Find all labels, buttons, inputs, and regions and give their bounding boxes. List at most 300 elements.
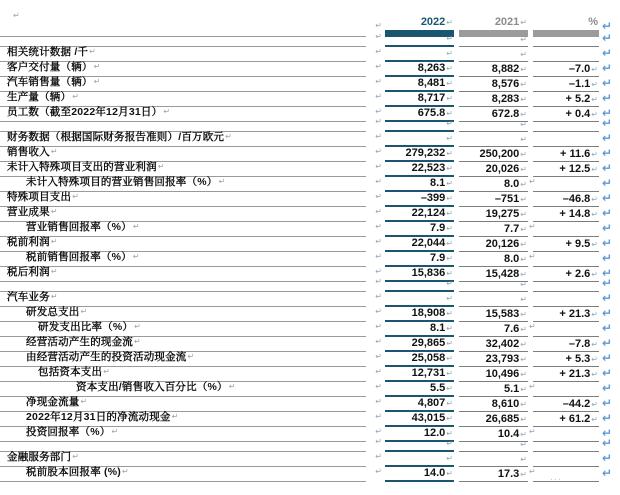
value-2022 <box>385 77 454 92</box>
value-2022-value: 25,058 <box>411 352 446 364</box>
row-label-text: 未计入特殊项目的营业销售回报率（%） <box>26 176 218 188</box>
paragraph-mark-icon: ↵ <box>446 49 453 58</box>
value-2022-text <box>385 77 454 90</box>
paragraph-mark-icon: ↵ <box>602 396 613 410</box>
row-label-text: 汽车业务 <box>7 291 50 303</box>
value-2021 <box>459 353 528 367</box>
value-2022-text <box>385 147 454 160</box>
column-gutter <box>528 172 536 192</box>
value-2021 <box>459 37 528 47</box>
paragraph-mark-icon: ↵ <box>446 209 453 218</box>
value-percent-text <box>533 338 599 351</box>
paragraph-mark-icon: ↵ <box>520 455 527 464</box>
year-2022-label: 2022 ↵ <box>420 16 453 28</box>
row-label-text: 税前股本回报率 (%) <box>26 466 121 478</box>
paragraph-mark-icon: ↵ <box>13 11 20 20</box>
value-percent <box>533 440 599 442</box>
value-2021-value: –751 <box>494 193 520 205</box>
paragraph-mark-icon: ↵ <box>157 162 165 171</box>
paragraph-mark-icon: ↵ <box>602 291 613 305</box>
value-2022 <box>385 441 454 452</box>
paragraph-mark-icon: ↵ <box>591 370 598 379</box>
value-2022-text <box>385 92 454 105</box>
paragraph-mark-icon: ↵ <box>187 352 195 361</box>
row-label-text: 由经营活动产生的投资活动现金流 <box>26 351 187 363</box>
paragraph-mark-icon: ↵ <box>132 252 140 261</box>
value-2021-text <box>459 163 528 176</box>
value-percent-text <box>533 235 599 236</box>
paragraph-mark-icon: ↵ <box>375 267 382 276</box>
value-2021-text <box>459 208 528 221</box>
year-2021-label: 2021 ↵ <box>494 16 527 28</box>
paragraph-mark-icon: ↵ <box>375 32 382 41</box>
value-2021-text <box>459 428 528 441</box>
value-2022 <box>385 281 454 292</box>
row-label-text: 投资回报率（%） <box>26 426 111 438</box>
percent-bar <box>533 30 599 37</box>
paragraph-mark-icon: ↵ <box>602 436 613 450</box>
paragraph-mark-icon: ↵ <box>529 222 536 231</box>
paragraph-mark-icon: ↵ <box>375 207 382 216</box>
value-percent <box>533 290 599 292</box>
paragraph-mark-icon: ↵ <box>602 411 613 425</box>
value-2021 <box>459 323 528 337</box>
value-percent-text <box>533 395 599 396</box>
paragraph-mark-icon: ↵ <box>375 222 382 231</box>
value-2022-text <box>385 162 454 175</box>
paragraph-mark-icon: ↵ <box>375 47 382 56</box>
value-2022-value: 8,263 <box>417 62 446 74</box>
paragraph-mark-icon: ↵ <box>602 176 613 190</box>
paragraph-mark-icon: ↵ <box>446 324 453 333</box>
row-label-text: 资本支出/销售收入百分比（%） <box>76 381 228 393</box>
value-percent-value: + 61.2 <box>559 413 591 425</box>
value-percent-value: + 21.3 <box>559 368 591 380</box>
paragraph-mark-icon: ↵ <box>520 120 527 129</box>
value-2022-value: 675.8 <box>417 107 446 119</box>
column-gutter <box>528 317 536 337</box>
value-2022-value: –399 <box>420 192 446 204</box>
paragraph-mark-icon: ↵ <box>602 76 613 90</box>
paragraph-mark-icon: ↵ <box>50 147 58 156</box>
value-percent-text <box>533 163 599 176</box>
value-percent <box>533 353 599 367</box>
value-percent <box>533 265 599 267</box>
value-percent-text <box>533 108 599 121</box>
row-label <box>0 464 366 482</box>
paragraph-mark-icon: ↵ <box>446 119 453 128</box>
value-percent <box>533 335 599 337</box>
paragraph-mark-icon: ↵ <box>529 467 536 476</box>
column-gutter <box>528 217 536 237</box>
paragraph-mark-icon: ↵ <box>602 381 613 395</box>
paragraph-mark-icon: ↵ <box>446 134 453 143</box>
paragraph-mark-icon: ↵ <box>520 400 527 409</box>
value-percent-value: + 21.3 <box>559 308 591 320</box>
value-percent-value: + 9.5 <box>565 238 591 250</box>
row-label-text: 未计入特殊项目支出的营业利润 <box>7 161 157 173</box>
value-2022 <box>385 412 454 427</box>
paragraph-mark-icon: ↵ <box>446 269 453 278</box>
value-2022-value: 22,124 <box>411 207 446 219</box>
row-label-text: 税前销售回报率（%） <box>26 251 132 263</box>
paragraph-mark-icon: ↵ <box>132 222 140 231</box>
paragraph-mark-icon: ↵ <box>591 270 598 279</box>
paragraph-mark-icon: ↵ <box>520 50 527 59</box>
value-percent <box>533 305 599 307</box>
paragraph-mark-icon: ↵ <box>72 452 80 461</box>
value-2022 <box>385 337 454 352</box>
value-2022 <box>385 352 454 367</box>
value-2021-text <box>459 323 528 336</box>
value-2021-text <box>459 282 528 291</box>
value-2022-text <box>385 296 454 305</box>
paragraph-mark-icon: ↵ <box>529 382 536 391</box>
value-2022 <box>385 62 454 77</box>
paragraph-mark-icon: ↵ <box>520 225 527 234</box>
value-2022 <box>385 222 454 237</box>
column-gutter <box>366 462 385 482</box>
table-body <box>0 31 620 482</box>
paragraph-mark-icon: ↵ <box>602 366 613 380</box>
value-2021-value: 10,496 <box>485 368 520 380</box>
paragraph-mark-icon: ↵ <box>602 116 613 130</box>
row-label-text: 金融服务部门 <box>7 451 72 463</box>
paragraph-mark-icon: ↵ <box>602 146 613 160</box>
value-2021-text <box>459 148 528 161</box>
value-2021 <box>459 178 528 192</box>
value-2021-text <box>459 338 528 351</box>
row-label-text: 营业销售回报率（%） <box>26 221 132 233</box>
paragraph-mark-icon: ↵ <box>446 384 453 393</box>
value-2021 <box>459 428 528 442</box>
value-2022-text <box>385 456 454 465</box>
value-2022 <box>385 207 454 222</box>
paragraph-mark-icon: ↵ <box>446 454 453 463</box>
paragraph-mark-icon: ↵ <box>591 195 598 204</box>
row-label-text: 税前利润 <box>7 236 50 248</box>
value-percent-text <box>533 238 599 251</box>
paragraph-mark-icon: ↵ <box>89 47 97 56</box>
paragraph-mark-icon: ↵ <box>602 191 613 205</box>
column-gutter <box>528 377 536 397</box>
value-2021 <box>459 108 528 122</box>
paragraph-mark-icon: ↵ <box>375 382 382 391</box>
value-2022-value: 5.5 <box>430 382 446 394</box>
value-percent <box>533 60 599 62</box>
paragraph-mark-icon: ↵ <box>602 251 613 265</box>
value-percent <box>533 45 599 47</box>
row-label-text: 研发支出比率（%） <box>38 321 134 333</box>
value-2021 <box>459 268 528 282</box>
value-percent-text <box>533 368 599 381</box>
paragraph-mark-icon: ↵ <box>446 399 453 408</box>
paragraph-mark-icon: ↵ <box>72 92 80 101</box>
value-percent-text <box>533 265 599 266</box>
table-row <box>0 467 620 482</box>
value-2022-value: 22,523 <box>411 162 446 174</box>
paragraph-mark-icon: ↵ <box>520 35 527 44</box>
paragraph-mark-icon: ↵ <box>520 65 527 74</box>
value-percent-value: + 11.6 <box>560 148 591 160</box>
value-2021 <box>459 78 528 92</box>
value-percent-value: –44.2 <box>562 398 591 410</box>
paragraph-mark-icon: ↵ <box>375 437 382 446</box>
value-2022 <box>385 252 454 267</box>
value-2022-text <box>385 121 454 130</box>
paragraph-mark-icon: ↵ <box>228 382 236 391</box>
paragraph-mark-icon: ↵ <box>602 321 613 335</box>
row-label-text: 汽车销售量（辆） <box>7 76 93 88</box>
value-2022-text <box>385 397 454 410</box>
value-2021-text <box>459 383 528 396</box>
value-percent-value: + 2.6 <box>565 268 591 280</box>
value-percent-value: –7.8 <box>568 338 591 350</box>
value-2021 <box>459 63 528 77</box>
value-2021 <box>459 148 528 162</box>
header-col-percent <box>533 16 599 37</box>
value-2021-value: 15,583 <box>485 308 520 320</box>
value-2021-text <box>459 368 528 381</box>
value-percent-value: + 14.8 <box>559 208 591 220</box>
paragraph-mark-icon: ↵ <box>602 451 613 465</box>
value-percent-value: –1.1 <box>568 78 591 90</box>
paragraph-mark-icon: ↵ <box>375 107 382 116</box>
paragraph-mark-icon: ↵ <box>446 309 453 318</box>
paragraph-mark-icon: ↵ <box>446 414 453 423</box>
value-2021-value: 32,402 <box>485 338 520 350</box>
value-2021-value: 5.1 <box>504 383 520 395</box>
value-2022-text <box>385 252 454 265</box>
value-2021 <box>459 383 528 397</box>
value-2021 <box>459 282 528 292</box>
value-2022-value: 7.9 <box>430 252 446 264</box>
row-label <box>0 264 366 282</box>
row-label-text: 包括资本支出 <box>38 366 103 378</box>
value-percent <box>533 238 599 252</box>
paragraph-mark-icon: ↵ <box>520 470 527 479</box>
row-label-text: 客户交付量（辆） <box>7 61 93 73</box>
row-label-text: 研发总支出 <box>26 306 80 318</box>
value-percent <box>533 130 599 132</box>
paragraph-mark-icon: ↵ <box>602 236 613 250</box>
value-2022-text <box>385 367 454 380</box>
value-2022 <box>385 36 454 47</box>
value-2021-text <box>459 78 528 91</box>
paragraph-mark-icon: ↵ <box>446 354 453 363</box>
paragraph-mark-icon: ↵ <box>163 107 171 116</box>
paragraph-mark-icon: ↵ <box>602 161 613 175</box>
value-2021-text <box>459 223 528 236</box>
paragraph-mark-icon: ↵ <box>446 194 453 203</box>
value-2021-text <box>459 308 528 321</box>
table-row <box>0 267 620 282</box>
column-gutter <box>528 247 536 267</box>
paragraph-mark-icon: ↵ <box>529 427 536 436</box>
value-2022 <box>385 121 454 132</box>
value-percent <box>533 308 599 322</box>
column-gutter <box>528 422 536 442</box>
value-2021-text <box>459 137 528 146</box>
paragraph-mark-icon: ↵ <box>218 177 226 186</box>
value-percent-value: + 12.5 <box>559 163 591 175</box>
value-2021-value: 7.7 <box>504 223 520 235</box>
value-2022 <box>385 456 454 467</box>
value-2022-value: 8,481 <box>417 77 446 89</box>
value-percent-text <box>533 130 599 131</box>
paragraph-mark-icon: ↵ <box>520 95 527 104</box>
value-2021 <box>459 238 528 252</box>
paragraph-mark-icon: ↵ <box>529 252 536 261</box>
value-2021 <box>459 297 528 307</box>
value-2022-text <box>385 192 454 205</box>
value-2022 <box>385 192 454 207</box>
row-label-text: 特殊项目支出 <box>7 191 72 203</box>
row-label-text: 生产量（辆） <box>7 91 72 103</box>
value-2022-text <box>385 107 454 120</box>
watermark-dots: ... <box>549 471 562 483</box>
paragraph-mark-icon: ↵ <box>602 351 613 365</box>
value-2021 <box>459 137 528 147</box>
value-2022-value: 22,044 <box>411 237 446 249</box>
paragraph-mark-icon: ↵ <box>520 415 527 424</box>
value-2021 <box>459 52 528 62</box>
value-2022-value: 7.9 <box>430 222 446 234</box>
paragraph-mark-icon: ↵ <box>375 307 382 316</box>
row-label-text: 营业成果 <box>7 206 50 218</box>
paragraph-mark-icon: ↵ <box>446 279 453 288</box>
value-2022-text <box>385 337 454 350</box>
paragraph-mark-icon: ↵ <box>446 18 453 27</box>
paragraph-mark-icon: ↵ <box>602 91 613 105</box>
paragraph-mark-icon: ↵ <box>591 110 598 119</box>
value-percent <box>533 78 599 92</box>
row-label-text: 财务数据（根据国际财务报告准则）/百万欧元 <box>7 131 225 143</box>
paragraph-mark-icon: ↵ <box>520 18 527 27</box>
value-2022-value: 18,908 <box>411 307 446 319</box>
value-2021-value: 15,428 <box>485 268 520 280</box>
value-2021 <box>459 398 528 412</box>
row-label-text: 员工数（截至2022年12月31日） <box>7 106 163 118</box>
value-percent <box>533 193 599 207</box>
value-2022-value: 4,807 <box>417 397 446 409</box>
paragraph-mark-icon: ↵ <box>225 132 233 141</box>
value-percent-text <box>533 440 599 441</box>
value-percent-text <box>533 60 599 61</box>
value-2022-text <box>385 427 454 440</box>
paragraph-mark-icon: ↵ <box>134 337 141 346</box>
paragraph-mark-icon: ↵ <box>602 336 613 350</box>
value-2021 <box>459 193 528 207</box>
paragraph-mark-icon: ↵ <box>591 80 598 89</box>
value-percent-value: –46.8 <box>562 193 591 205</box>
value-percent-text <box>533 190 599 191</box>
value-2022 <box>385 427 454 442</box>
value-2022-value: 8.1 <box>430 322 446 334</box>
paragraph-mark-icon: ↵ <box>93 77 101 86</box>
value-2022-text <box>385 352 454 365</box>
value-2022 <box>385 237 454 252</box>
value-2021-value: 8,610 <box>491 398 520 410</box>
paragraph-mark-icon: ↵ <box>520 385 527 394</box>
value-2021-text <box>459 268 528 281</box>
value-2022 <box>385 367 454 382</box>
paragraph-mark-icon: ↵ <box>375 92 382 101</box>
value-2021-text <box>459 93 528 106</box>
paragraph-mark-icon: ↵ <box>520 270 527 279</box>
paragraph-mark-icon: ↵ <box>520 80 527 89</box>
value-percent <box>533 93 599 107</box>
paragraph-mark-icon: ↵ <box>375 162 382 171</box>
value-2022 <box>385 147 454 162</box>
value-percent-value: + 0.4 <box>565 108 591 120</box>
paragraph-mark-icon: ↵ <box>446 294 453 303</box>
value-2021-value: 8,576 <box>491 78 520 90</box>
paragraph-mark-icon: ↵ <box>375 292 382 301</box>
row-label-text: 2022年12月31日的净流动现金 <box>26 411 171 423</box>
paragraph-mark-icon: ↵ <box>520 210 527 219</box>
paragraph-mark-icon: ↵ <box>520 280 527 289</box>
value-percent <box>533 398 599 412</box>
value-percent <box>533 368 599 382</box>
paragraph-mark-icon: ↵ <box>520 325 527 334</box>
row-label-text: 净现金流量 <box>26 396 80 408</box>
table-header-row <box>0 0 620 37</box>
value-percent-text <box>533 398 599 411</box>
paragraph-mark-icon: ↵ <box>520 295 527 304</box>
value-2022-value: 29,865 <box>411 337 446 349</box>
paragraph-mark-icon: ↵ <box>446 369 453 378</box>
paragraph-mark-icon: ↵ <box>375 21 382 30</box>
value-percent-text <box>533 450 599 451</box>
paragraph-mark-icon: ↵ <box>520 180 527 189</box>
value-2021 <box>459 468 528 482</box>
value-2021 <box>459 442 528 452</box>
paragraph-mark-icon: ↵ <box>375 252 382 261</box>
row-label <box>0 424 366 442</box>
value-2022-value: 8,717 <box>417 92 446 104</box>
value-2022 <box>385 162 454 177</box>
paragraph-mark-icon: ↵ <box>591 165 598 174</box>
paragraph-mark-icon: ↵ <box>50 292 58 301</box>
value-percent-text <box>533 45 599 46</box>
table-row <box>0 107 620 122</box>
value-2022-value: 15,836 <box>411 267 446 279</box>
paragraph-mark-icon: ↵ <box>520 165 527 174</box>
paragraph-mark-icon: ↵ <box>375 132 382 141</box>
value-2021 <box>459 413 528 427</box>
paragraph-mark-icon: ↵ <box>520 240 527 249</box>
percent-label: % <box>588 16 598 28</box>
value-2021-text <box>459 253 528 266</box>
paragraph-mark-icon: ↵ <box>446 239 453 248</box>
value-percent-text <box>533 208 599 221</box>
value-2022-text <box>385 467 454 480</box>
value-percent <box>533 413 599 427</box>
paragraph-mark-icon: ↵ <box>591 210 598 219</box>
paragraph-mark-icon: ↵ <box>375 412 382 421</box>
value-2021 <box>459 163 528 177</box>
value-2021-text <box>459 63 528 76</box>
paragraph-mark-icon: ↵ <box>375 427 382 436</box>
paragraph-mark-icon: ↵ <box>93 62 101 71</box>
value-2022-value: 43,015 <box>411 412 446 424</box>
value-percent <box>533 450 599 452</box>
value-2022 <box>385 267 454 282</box>
value-2021 <box>459 308 528 322</box>
paragraph-mark-icon: ↵ <box>591 65 598 74</box>
value-2022-text <box>385 237 454 250</box>
